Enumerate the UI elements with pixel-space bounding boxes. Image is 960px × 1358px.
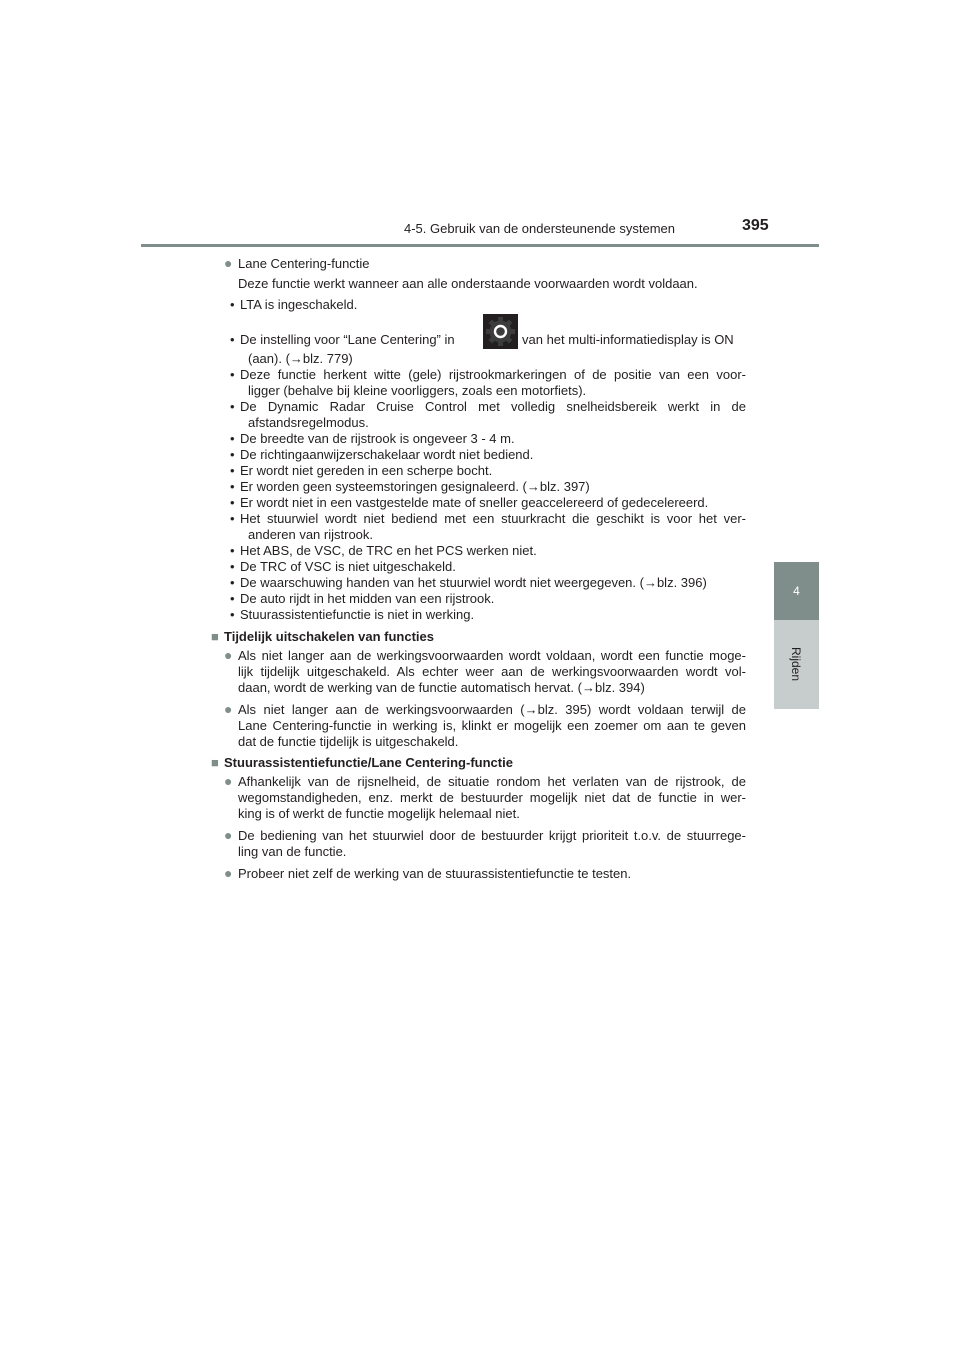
list-bullet: •: [230, 607, 235, 622]
list-bullet: •: [230, 543, 235, 558]
list-bullet: •: [230, 332, 235, 347]
temp-disable-b1-line3: daan, wordt de werking van de functie automatisch hervat. (→blz. 394): [238, 680, 645, 695]
circle-bullet-icon: ●: [224, 647, 233, 663]
steering-assist-b3: Probeer niet zelf de werking van de stuurassistentiefunctie te testen.: [238, 866, 632, 881]
condition-markings-line2: ligger (behalve bij kleine voorliggers, zoals een motorfiets).: [248, 383, 587, 398]
condition-acceleration: Er wordt niet in een vastgestelde mate of sneller geaccelereerd of gedecelereerd.: [240, 495, 709, 510]
list-bullet: •: [230, 431, 235, 446]
list-bullet: •: [230, 367, 235, 382]
list-bullet: •: [230, 495, 235, 510]
list-bullet: •: [230, 479, 235, 494]
section-title: 4-5. Gebruik van de ondersteunende systemen: [404, 221, 676, 236]
page-number: 395: [742, 217, 769, 234]
condition-assist: Stuurassistentiefunctie is niet in werking.: [240, 607, 475, 622]
list-bullet: •: [230, 447, 235, 462]
circle-bullet-icon: ●: [224, 701, 233, 717]
condition-width: De breedte van de rijstrook is ongeveer 3 - 4 m.: [240, 431, 515, 446]
condition-drcc-line1: De Dynamic Radar Cruise Control met volledig snelheidsbereik werkt in de: [240, 399, 746, 414]
circle-bullet-icon: ●: [224, 773, 233, 789]
list-bullet: •: [230, 399, 235, 414]
condition-abs: Het ABS, de VSC, de TRC en het PCS werken niet.: [240, 543, 537, 558]
square-bullet-icon: ■: [211, 755, 219, 770]
condition-setting-part-a: De instelling voor “Lane Centering” in: [240, 332, 455, 347]
settings-gear-icon: [483, 314, 518, 349]
temp-disable-b1-line1: Als niet langer aan de werkingsvoorwaarden wordt voldaan, wordt een functie moge-: [238, 648, 746, 663]
chapter-tab-label: Rijden: [789, 646, 803, 682]
condition-steering-line1: Het stuurwiel wordt niet bediend met een stuurkracht die geschikt is voor het ver-: [240, 511, 746, 526]
lane-centering-title: Lane Centering-functie: [238, 256, 370, 271]
square-bullet-icon: ■: [211, 629, 219, 644]
steering-assist-b1-line1: Afhankelijk van de rijsnelheid, de situatie rondom het verlaten van de rijstrook, de: [238, 774, 746, 789]
temp-disable-b2-line2: Lane Centering-functie in werking is, klinkt er mogelijk een zoemer om aan te geven: [238, 718, 746, 733]
condition-setting-part-c: (aan). (→blz. 779): [248, 351, 353, 366]
steering-assist-heading: Stuurassistentiefunctie/Lane Centering-functie: [224, 755, 513, 770]
temp-disable-b2-line3: dat de functie tijdelijk is uitgeschakeld.: [238, 734, 459, 749]
condition-steering-line2: anderen van rijstrook.: [248, 527, 374, 542]
condition-setting-part-b: van het multi-informatiedisplay is ON: [522, 332, 734, 347]
condition-indicator: De richtingaanwijzerschakelaar wordt niet bediend.: [240, 447, 534, 462]
condition-trc: De TRC of VSC is niet uitgeschakeld.: [240, 559, 456, 574]
list-bullet: •: [230, 591, 235, 606]
condition-lta: LTA is ingeschakeld.: [240, 297, 358, 312]
circle-bullet-icon: ●: [224, 255, 233, 271]
list-bullet: •: [230, 511, 235, 526]
chapter-tab: [774, 620, 819, 709]
circle-bullet-icon: ●: [224, 865, 233, 881]
condition-malfunction: Er worden geen systeemstoringen gesignaleerd. (→blz. 397): [240, 479, 590, 494]
condition-hands: De waarschuwing handen van het stuurwiel wordt niet weergegeven. (→blz. 396): [240, 575, 707, 590]
steering-assist-b2-line1: De bediening van het stuurwiel door de bestuurder krijgt prioriteit t.o.v. de stuurrege-: [238, 828, 746, 843]
chapter-tab-number: 4: [774, 562, 819, 621]
steering-assist-b1-line2: wegomstandigheden, enz. merkt de bestuurder mogelijk niet dat de functie in wer-: [238, 790, 746, 805]
header-divider: [141, 244, 819, 247]
lane-centering-intro: Deze functie werkt wanneer aan alle onderstaande voorwaarden wordt voldaan.: [238, 276, 698, 291]
steering-assist-b1-line3: king is of werkt de functie mogelijk helemaal niet.: [238, 806, 520, 821]
circle-bullet-icon: ●: [224, 827, 233, 843]
condition-curve: Er wordt niet gereden in een scherpe bocht.: [240, 463, 493, 478]
temp-disable-heading: Tijdelijk uitschakelen van functies: [224, 629, 434, 644]
steering-assist-b2-line2: ling van de functie.: [238, 844, 347, 859]
temp-disable-b1-line2: lijk tijdelijk uitgeschakeld. Als echter weer aan de werkingsvoorwaarden wordt vol-: [238, 664, 746, 679]
temp-disable-b2-line1: Als niet langer aan de werkingsvoorwaarden (→blz. 395) wordt voldaan terwijl de: [238, 702, 746, 717]
condition-drcc-line2: afstandsregelmodus.: [248, 415, 369, 430]
condition-middle: De auto rijdt in het midden van een rijstrook.: [240, 591, 495, 606]
list-bullet: •: [230, 297, 235, 312]
list-bullet: •: [230, 575, 235, 590]
list-bullet: •: [230, 559, 235, 574]
list-bullet: •: [230, 463, 235, 478]
condition-markings-line1: Deze functie herkent witte (gele) rijstrookmarkeringen of de positie van een voor-: [240, 367, 746, 382]
